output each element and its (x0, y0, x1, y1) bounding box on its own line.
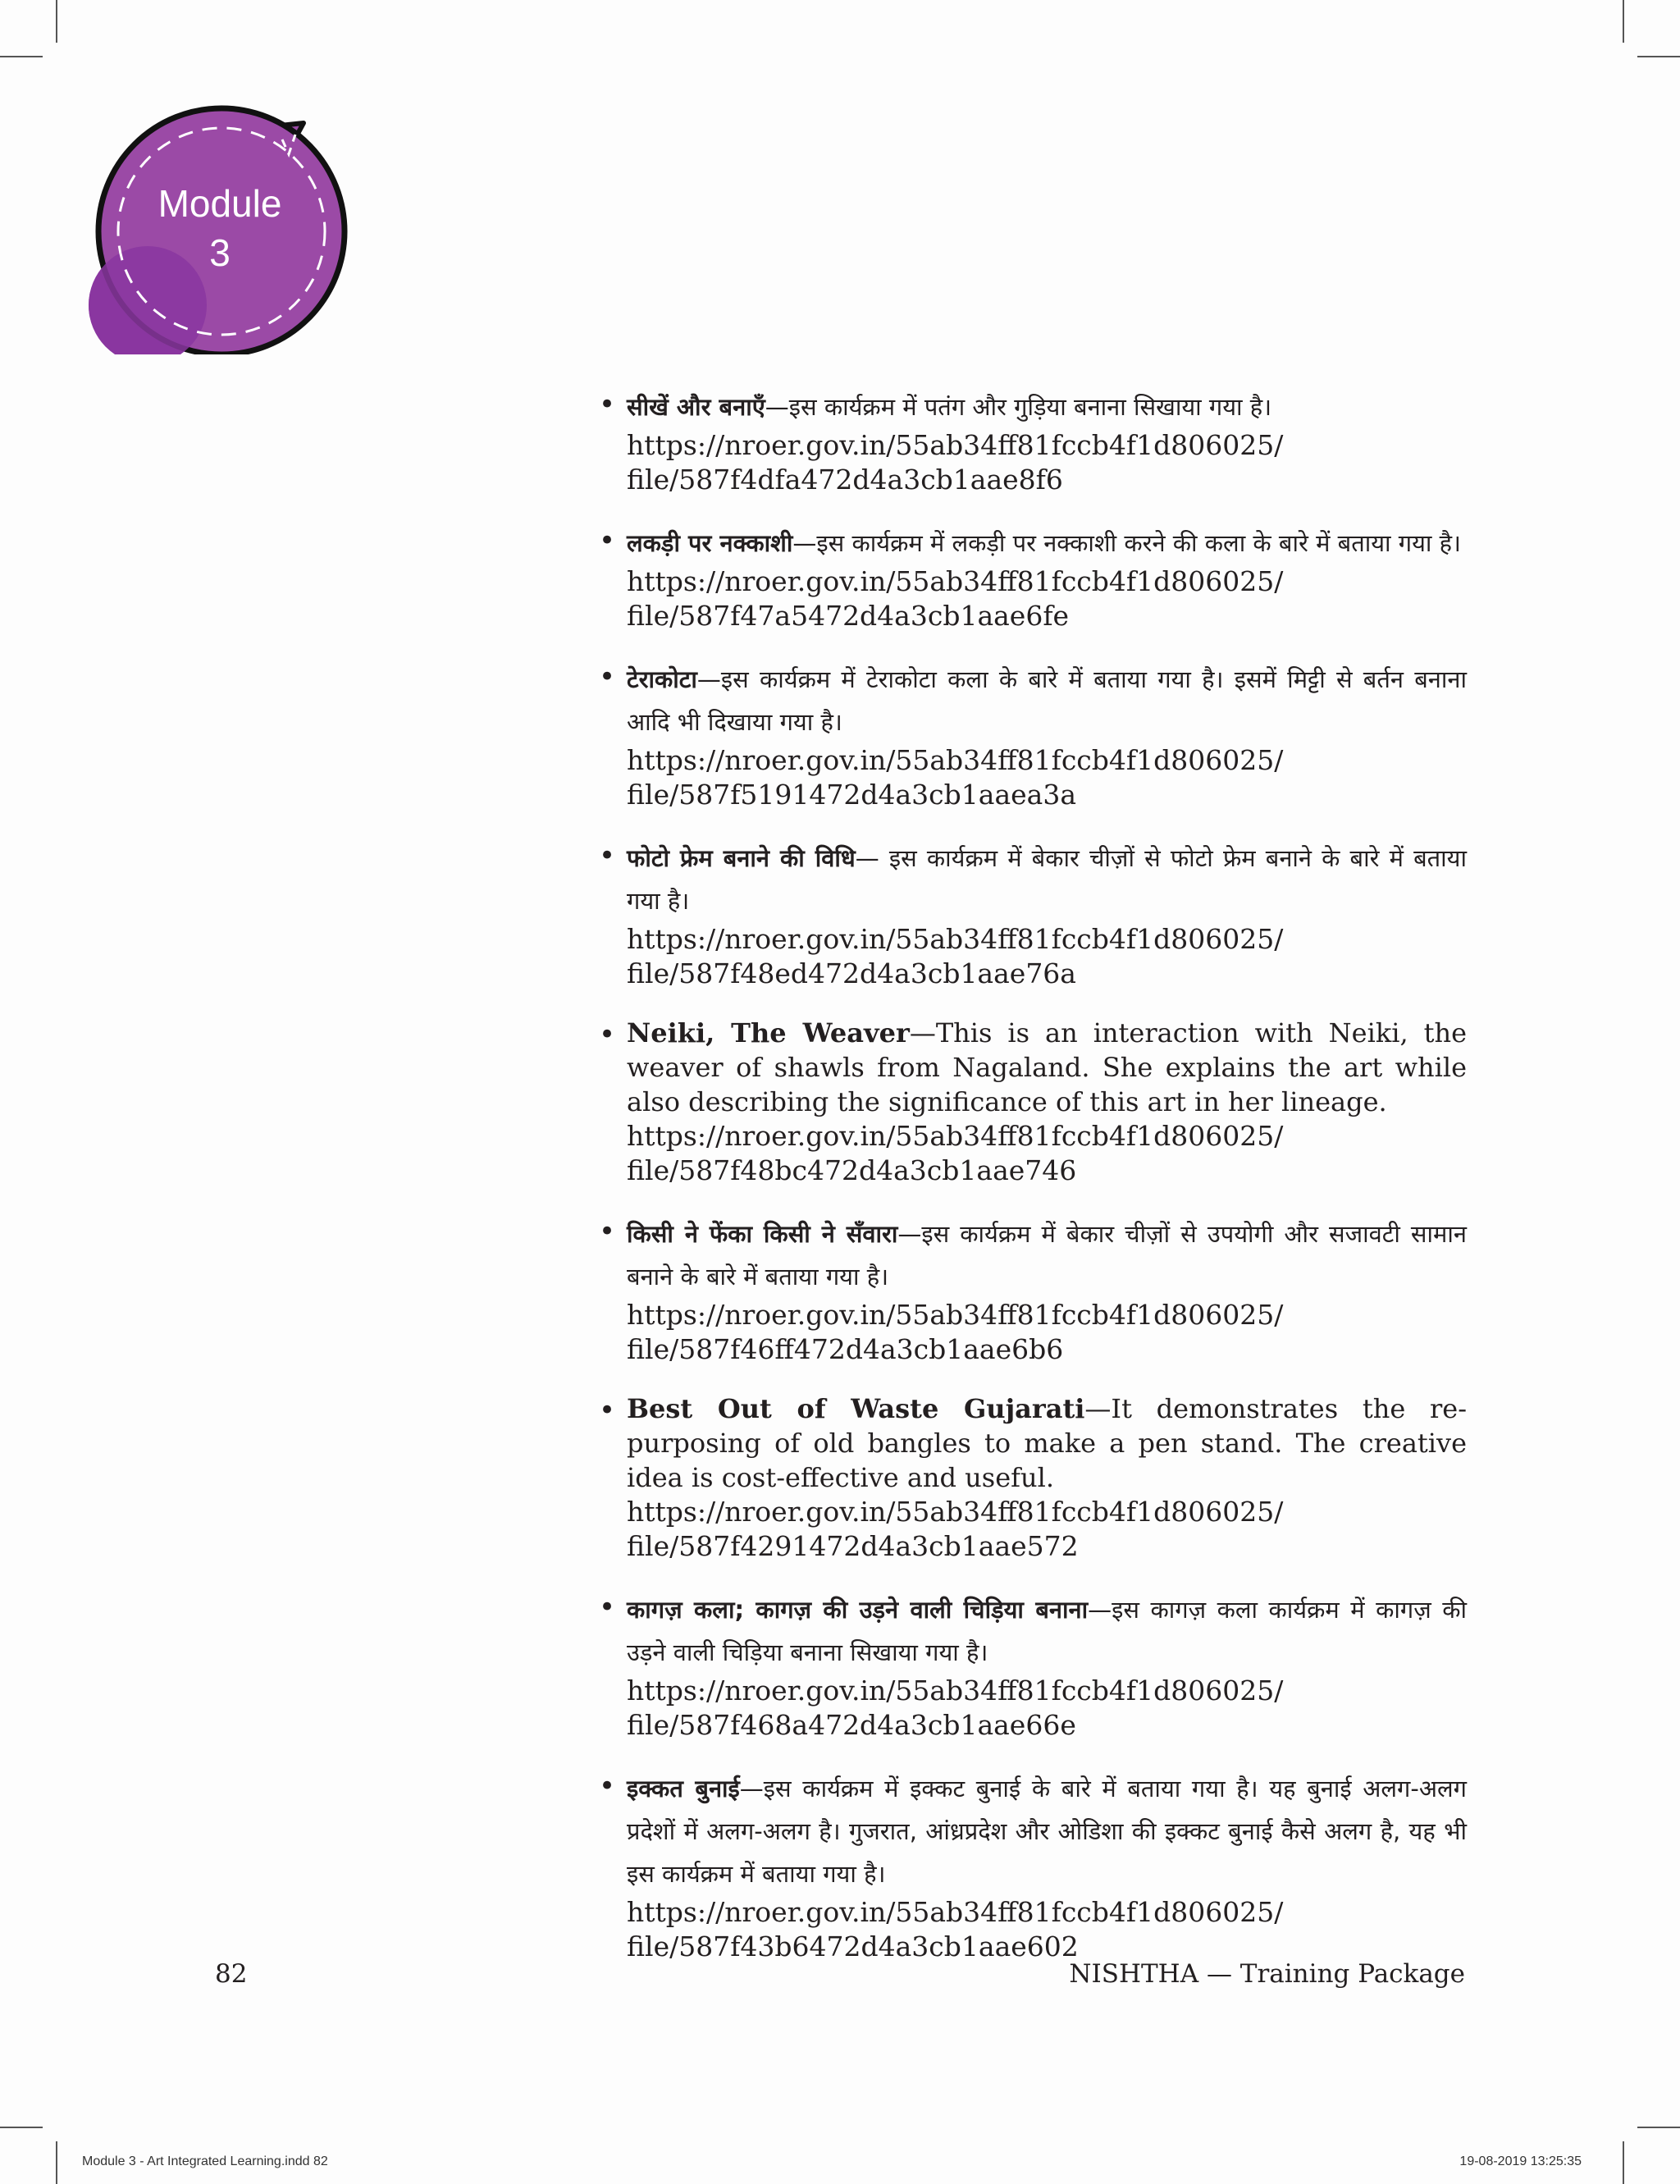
dash-separator: — (765, 393, 789, 421)
dash-separator: — (739, 1775, 764, 1802)
resource-link[interactable]: https://nroer.gov.in/55ab34ff81fccb4f1d806025/ (627, 1299, 1284, 1331)
resource-text: इस कागज़ कला कार्यक्रम में कागज़ की उड़ने वाली चिड़िया बनाना सिखाया गया है। (627, 1596, 1468, 1666)
resource-link[interactable]: https://nroer.gov.in/55ab34ff81fccb4f1d806025/ (627, 1120, 1284, 1152)
bullet: • (599, 660, 616, 693)
resource-link[interactable]: file/587f5191472d4a3cb1aaea3a (627, 779, 1076, 811)
resource-title: Neiki, The Weaver (627, 1017, 910, 1049)
bullet: • (599, 1394, 616, 1427)
page-number: 82 (215, 1959, 248, 1989)
resource-link[interactable]: file/587f48ed472d4a3cb1aae76a (627, 957, 1076, 989)
resource-link[interactable]: https://nroer.gov.in/55ab34ff81fccb4f1d806025/ (627, 429, 1284, 461)
bullet: • (599, 1018, 616, 1051)
resource-text: इस कार्यक्रम में इक्कट बुनाई के बारे में बताया गया है। यह बुनाई अलग-अलग प्रदेशों में अलग-अलग है। गुजरात, आंध्रप्रदेश और ओडिशा की इक्कट बुनाई कैसे अलग है, यह भी इस कार्यक्रम में बताया गया है। (627, 1775, 1467, 1888)
print-slug-filename: Module 3 - Art Integrated Learning.indd 82 (82, 2154, 328, 2168)
dash-separator: — (1084, 1393, 1112, 1424)
resource-link[interactable]: https://nroer.gov.in/55ab34ff81fccb4f1d806025/ (627, 923, 1284, 955)
resource-link[interactable]: file/587f4dfa472d4a3cb1aae8f6 (627, 464, 1063, 496)
dash-separator: — (909, 1017, 936, 1049)
list-item (599, 658, 1467, 812)
crop-mark (0, 56, 43, 57)
resource-description (627, 1588, 1467, 1674)
dash-separator: — (897, 1220, 922, 1248)
list-item (599, 1588, 1467, 1743)
list-item (599, 837, 1467, 991)
resource-title: इक्कत बुनाई (627, 1775, 740, 1802)
resource-text: इस कार्यक्रम में लकड़ी पर नक्काशी करने की कला के बारे में बताया गया है। (816, 529, 1462, 557)
bullet: • (599, 1591, 616, 1624)
resource-description (627, 1391, 1467, 1495)
resource-text: This is an interaction with Neiki, the weaver of shawls from Nagaland. She explains the art while also describing the significance of this art in her lineage. (627, 1017, 1468, 1117)
module-label (138, 179, 302, 277)
resource-title: सीखें और बनाएँ (627, 393, 765, 421)
resource-description (627, 1213, 1467, 1298)
crop-mark (0, 2127, 43, 2128)
bullet: • (599, 839, 616, 872)
resource-link[interactable]: file/587f48bc472d4a3cb1aae746 (627, 1154, 1077, 1186)
resource-link[interactable]: https://nroer.gov.in/55ab34ff81fccb4f1d806025/ (627, 1896, 1284, 1928)
module-number: 3 (209, 231, 231, 274)
dash-separator: — (696, 665, 721, 693)
resource-description (627, 1016, 1467, 1119)
module-word: Module (158, 182, 282, 225)
resource-title: किसी ने फेंका किसी ने सँवारा (627, 1220, 898, 1248)
bullet: • (599, 1770, 616, 1802)
resource-title: लकड़ी पर नक्काशी (627, 529, 793, 557)
resource-link[interactable]: file/587f43b6472d4a3cb1aae602 (627, 1930, 1079, 1962)
resource-text: इस कार्यक्रम में बेकार चीज़ों से फोटो फ्रेम बनाने के बारे में बताया गया है। (627, 844, 1468, 915)
resource-text: It demonstrates the re-purposing of old bangles to make a pen stand. The creative idea is cost-effective and useful. (627, 1393, 1468, 1493)
resource-title: Best Out of Waste Gujarati (627, 1393, 1085, 1424)
resource-description (627, 1767, 1467, 1895)
resource-title: कागज़ कला; कागज़ की उड़ने वाली चिड़िया बनाना (627, 1596, 1089, 1624)
resource-text: इस कार्यक्रम में पतंग और गुड़िया बनाना सिखाया गया है। (788, 393, 1272, 421)
crop-mark (1637, 56, 1680, 57)
resource-title: टेराकोटा (627, 665, 697, 693)
crop-mark (56, 0, 57, 43)
resource-title: फोटो फ्रेम बनाने की विधि (627, 844, 856, 872)
list-item (599, 1213, 1467, 1367)
resource-link[interactable]: file/587f46ff472d4a3cb1aae6b6 (627, 1333, 1064, 1365)
resource-description (627, 386, 1467, 428)
resource-list (599, 386, 1467, 1989)
resource-description (627, 522, 1467, 564)
list-item (599, 1016, 1467, 1188)
bullet: • (599, 1215, 616, 1248)
resource-link[interactable]: file/587f4291472d4a3cb1aae572 (627, 1530, 1079, 1562)
crop-mark (1637, 2127, 1680, 2128)
list-item (599, 386, 1467, 497)
dash-separator: — (792, 529, 817, 557)
resource-link[interactable]: https://nroer.gov.in/55ab34ff81fccb4f1d806025/ (627, 565, 1284, 597)
crop-mark (1623, 0, 1624, 43)
resource-text: इस कार्यक्रम में टेराकोटा कला के बारे में बताया गया है। इसमें मिट्टी से बर्तन बनाना आदि भी दिखाया गया है। (627, 665, 1467, 736)
resource-link[interactable]: file/587f47a5472d4a3cb1aae6fe (627, 600, 1070, 632)
bullet: • (599, 524, 616, 557)
resource-text: इस कार्यक्रम में बेकार चीज़ों से उपयोगी और सजावटी सामान बनाने के बारे में बताया गया है। (627, 1220, 1467, 1291)
list-item (599, 522, 1467, 633)
crop-mark (1623, 2141, 1624, 2184)
resource-link[interactable]: https://nroer.gov.in/55ab34ff81fccb4f1d806025/ (627, 1675, 1284, 1707)
bullet: • (599, 388, 616, 421)
list-item (599, 1391, 1467, 1564)
crop-mark (56, 2141, 57, 2184)
resource-link[interactable]: file/587f468a472d4a3cb1aae66e (627, 1709, 1076, 1741)
resource-description (627, 658, 1467, 743)
resource-link[interactable]: https://nroer.gov.in/55ab34ff81fccb4f1d806025/ (627, 744, 1284, 776)
running-footer-title: NISHTHA — Training Package (1069, 1959, 1465, 1989)
list-item (599, 1767, 1467, 1964)
resource-link[interactable]: https://nroer.gov.in/55ab34ff81fccb4f1d806025/ (627, 1496, 1284, 1528)
dash-separator: — (855, 844, 889, 872)
print-slug-datetime: 19-08-2019 13:25:35 (1459, 2154, 1582, 2168)
dash-separator: — (1088, 1596, 1112, 1624)
resource-description (627, 837, 1467, 922)
